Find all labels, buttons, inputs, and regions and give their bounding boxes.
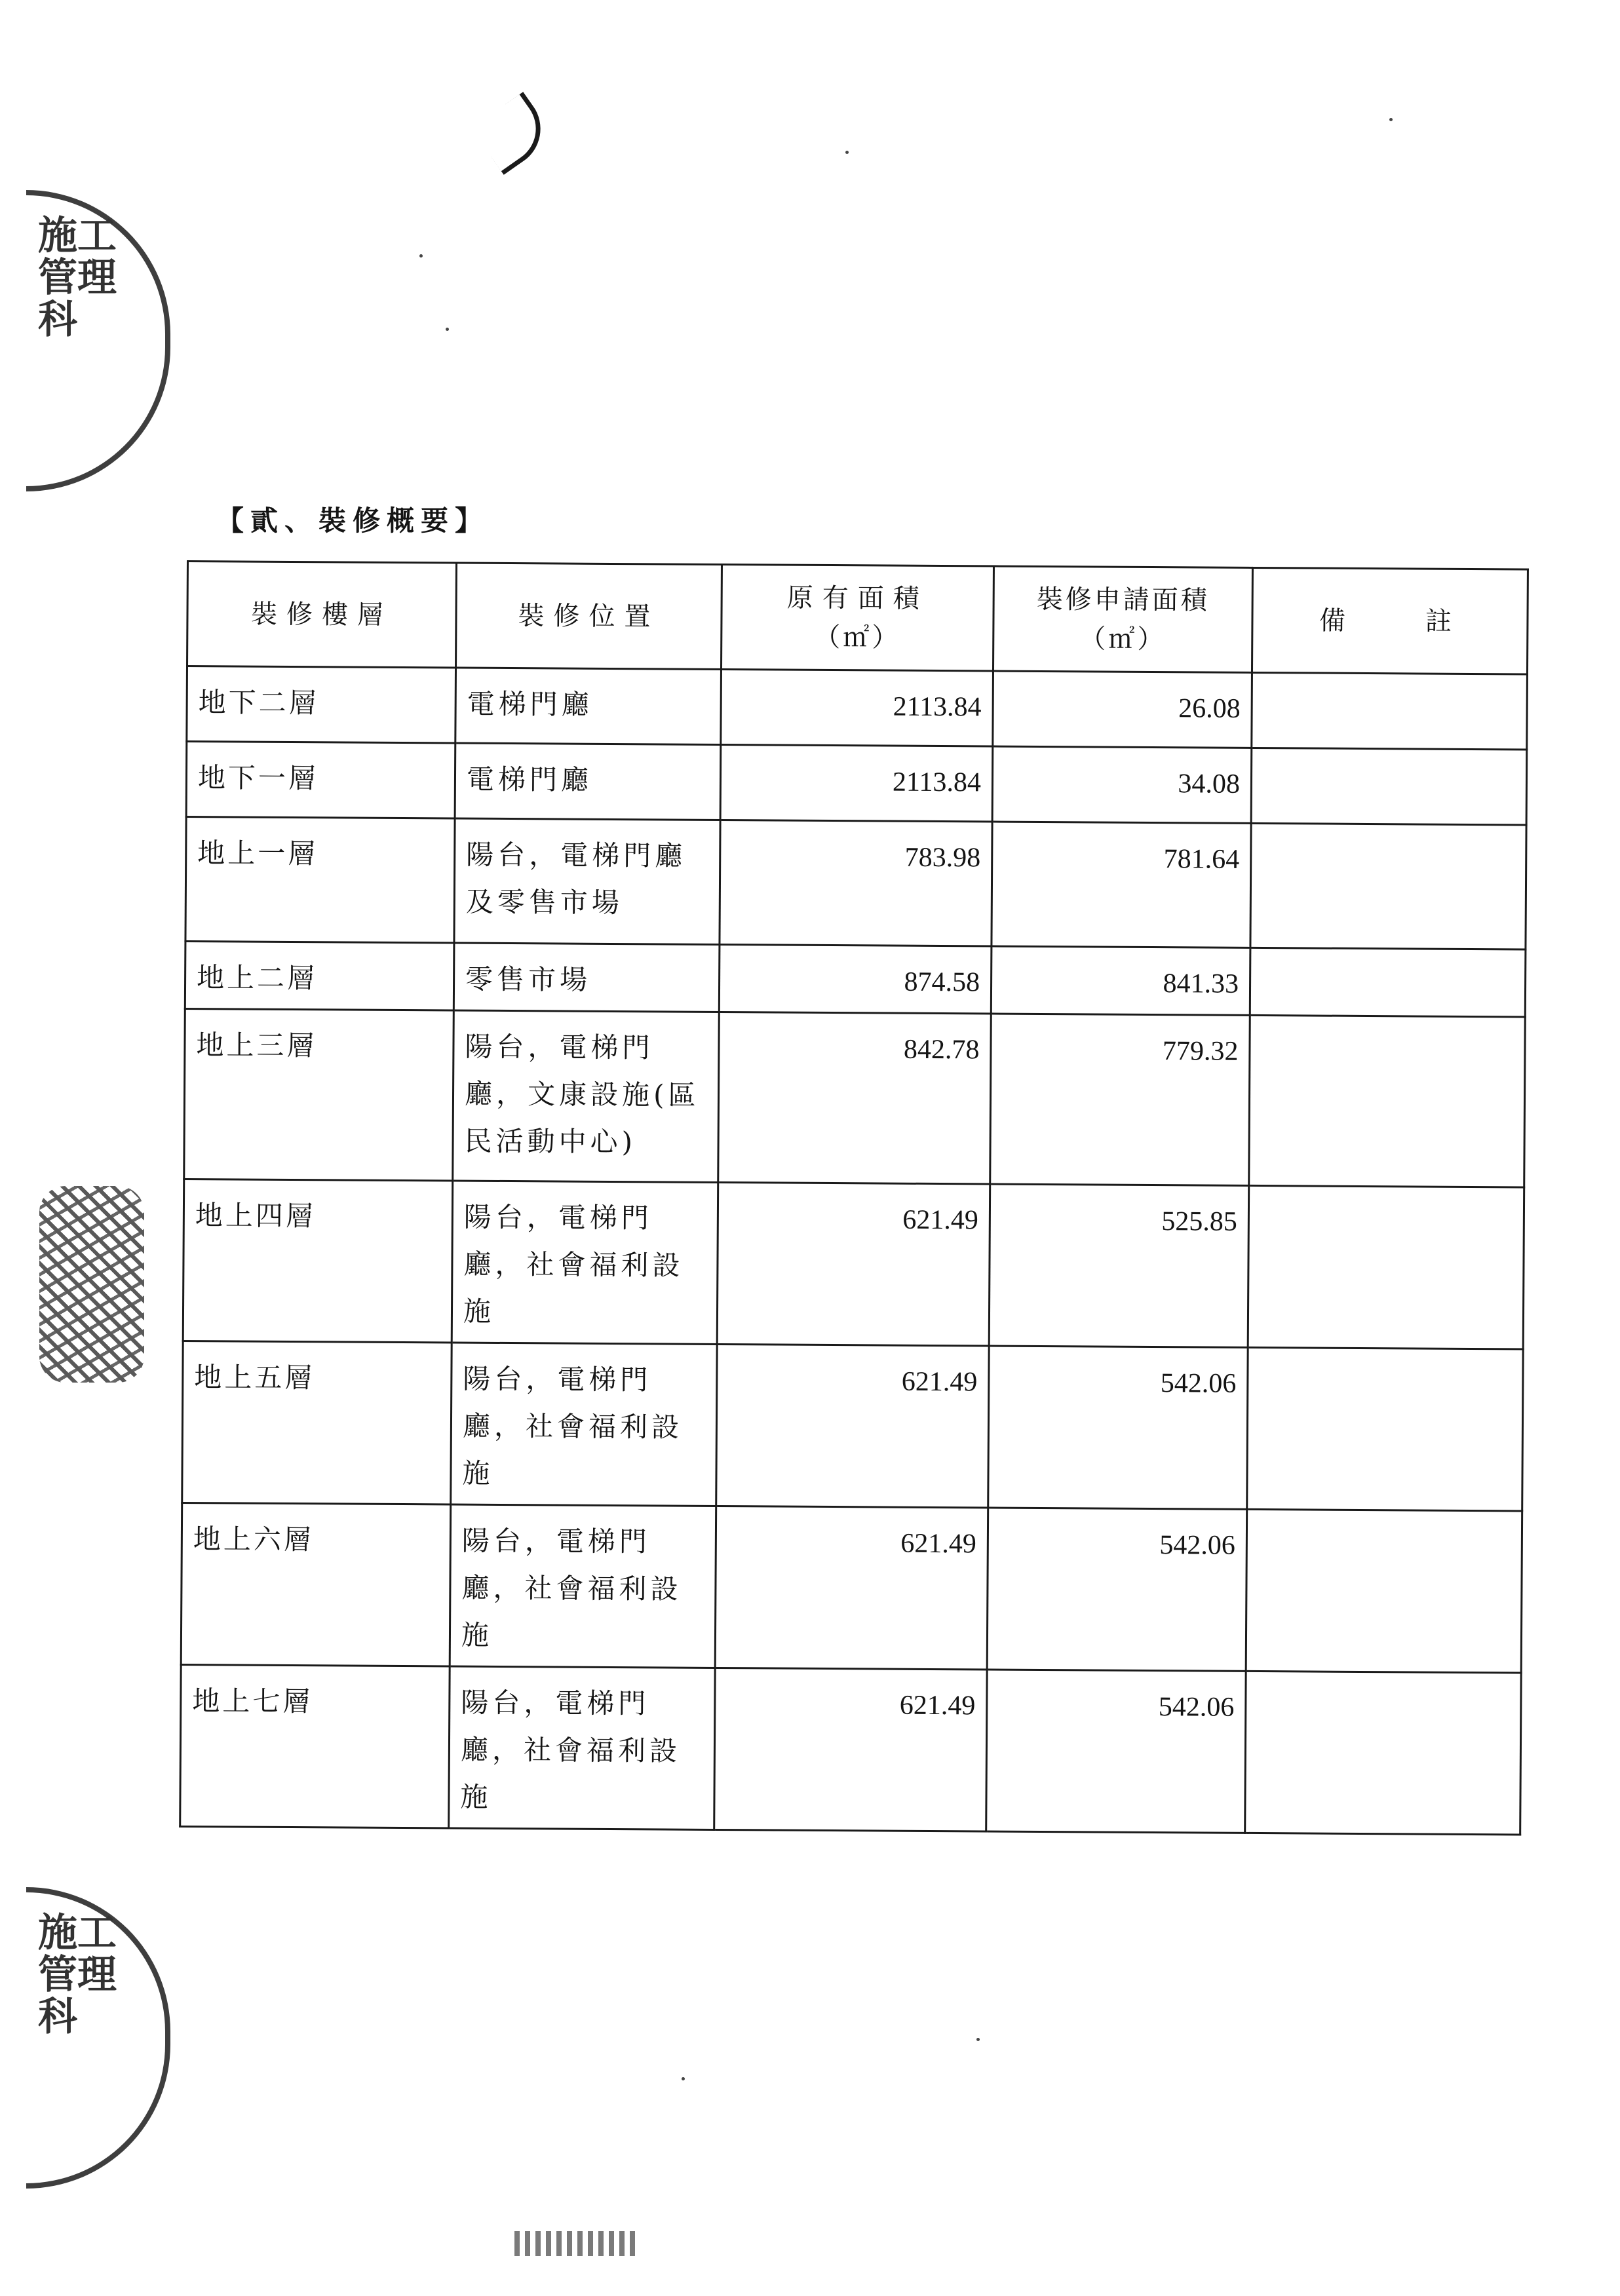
header-remarks: 備 註 bbox=[1252, 567, 1528, 674]
cell-applied-area: 26.08 bbox=[993, 671, 1252, 748]
cell-original-area: 842.78 bbox=[718, 1012, 992, 1184]
cell-remarks bbox=[1247, 1347, 1524, 1511]
cell-remarks bbox=[1252, 672, 1528, 750]
header-original-area-label: 原有面積 bbox=[786, 583, 929, 614]
scan-speck bbox=[976, 2038, 980, 2041]
cell-applied-area: 34.08 bbox=[992, 746, 1252, 823]
stamp-line-3: 科 bbox=[38, 297, 77, 343]
table-row bbox=[182, 1341, 1523, 1510]
section-title: 【貳、裝修概要】 bbox=[216, 505, 490, 537]
cell-floor: 地上一層 bbox=[185, 817, 455, 944]
table-row bbox=[185, 817, 1526, 949]
seam-seal-mark bbox=[39, 1186, 144, 1383]
table-row bbox=[183, 1179, 1524, 1349]
cell-applied-area: 781.64 bbox=[992, 822, 1251, 947]
cell-location: 陽台，電梯門廳及零售市場 bbox=[454, 818, 720, 944]
renovation-summary-table bbox=[179, 560, 1529, 1835]
scan-speck bbox=[446, 328, 449, 331]
stamp-line-3: 科 bbox=[38, 1994, 77, 2040]
cell-floor: 地上五層 bbox=[182, 1341, 452, 1504]
stamp-line-2: 管理 bbox=[38, 255, 117, 301]
cell-original-area: 621.49 bbox=[717, 1182, 990, 1346]
scan-speck bbox=[419, 254, 423, 258]
header-location: 裝修位置 bbox=[456, 563, 722, 669]
table-row bbox=[186, 742, 1527, 825]
header-floor: 裝修樓層 bbox=[187, 562, 457, 668]
cell-location: 電梯門廳 bbox=[455, 668, 722, 744]
page-footer-blot bbox=[514, 2231, 636, 2256]
table-row bbox=[184, 1008, 1526, 1187]
cell-applied-area: 841.33 bbox=[991, 946, 1250, 1015]
cell-location: 電梯門廳 bbox=[455, 743, 721, 820]
cell-applied-area: 542.06 bbox=[987, 1508, 1247, 1671]
table-row bbox=[185, 941, 1526, 1016]
cell-remarks bbox=[1246, 1509, 1522, 1673]
cell-original-area: 621.49 bbox=[715, 1506, 988, 1670]
header-applied-area-unit: （㎡） bbox=[1079, 623, 1167, 655]
cell-floor: 地下一層 bbox=[186, 742, 455, 819]
paper-clip-mark bbox=[471, 92, 556, 175]
cell-location: 陽台，電梯門廳，文康設施(區民活動中心) bbox=[453, 1010, 720, 1182]
cell-location: 陽台，電梯門廳，社會福利設施 bbox=[450, 1504, 716, 1668]
cell-floor: 地上七層 bbox=[180, 1664, 450, 1827]
scan-speck bbox=[682, 2077, 685, 2080]
cell-remarks bbox=[1250, 823, 1526, 949]
scan-speck bbox=[1389, 118, 1393, 121]
header-applied-area-label: 裝修申請面積 bbox=[1036, 584, 1210, 616]
cell-remarks bbox=[1250, 947, 1526, 1017]
header-original-area-unit: （㎡） bbox=[814, 622, 901, 653]
cell-floor: 地上二層 bbox=[185, 941, 454, 1010]
cell-applied-area: 525.85 bbox=[989, 1184, 1249, 1347]
header-original-area bbox=[721, 564, 993, 671]
table-row bbox=[180, 1664, 1521, 1834]
table-row bbox=[181, 1502, 1522, 1672]
cell-original-area: 621.49 bbox=[716, 1344, 990, 1508]
construction-management-stamp-top bbox=[26, 190, 170, 491]
table-row bbox=[187, 666, 1528, 750]
cell-location: 陽台，電梯門廳，社會福利設施 bbox=[452, 1181, 718, 1344]
cell-floor: 地下二層 bbox=[187, 666, 456, 744]
cell-original-area: 783.98 bbox=[720, 820, 992, 946]
cell-original-area: 2113.84 bbox=[721, 669, 993, 746]
cell-applied-area: 779.32 bbox=[990, 1014, 1250, 1185]
cell-floor: 地上六層 bbox=[181, 1502, 451, 1666]
cell-applied-area: 542.06 bbox=[988, 1346, 1248, 1509]
construction-management-stamp-bottom bbox=[26, 1887, 170, 2189]
cell-location: 零售市場 bbox=[453, 943, 720, 1012]
scan-speck bbox=[845, 151, 849, 154]
cell-original-area: 874.58 bbox=[719, 944, 992, 1014]
table-header-row bbox=[187, 562, 1528, 674]
cell-floor: 地上三層 bbox=[184, 1008, 454, 1180]
cell-original-area: 621.49 bbox=[714, 1668, 988, 1831]
cell-location: 陽台，電梯門廳，社會福利設施 bbox=[449, 1666, 716, 1829]
cell-remarks bbox=[1248, 1185, 1524, 1349]
cell-applied-area: 542.06 bbox=[986, 1670, 1246, 1833]
stamp-line-2: 管理 bbox=[38, 1952, 117, 1998]
cell-remarks bbox=[1249, 1015, 1526, 1187]
stamp-line-1: 施工 bbox=[38, 1910, 117, 1956]
cell-remarks bbox=[1251, 748, 1527, 825]
cell-remarks bbox=[1245, 1671, 1522, 1835]
cell-location: 陽台，電梯門廳，社會福利設施 bbox=[451, 1343, 718, 1506]
cell-original-area: 2113.84 bbox=[720, 744, 993, 822]
header-applied-area bbox=[993, 566, 1252, 672]
cell-floor: 地上四層 bbox=[183, 1179, 453, 1342]
stamp-line-1: 施工 bbox=[38, 213, 117, 259]
